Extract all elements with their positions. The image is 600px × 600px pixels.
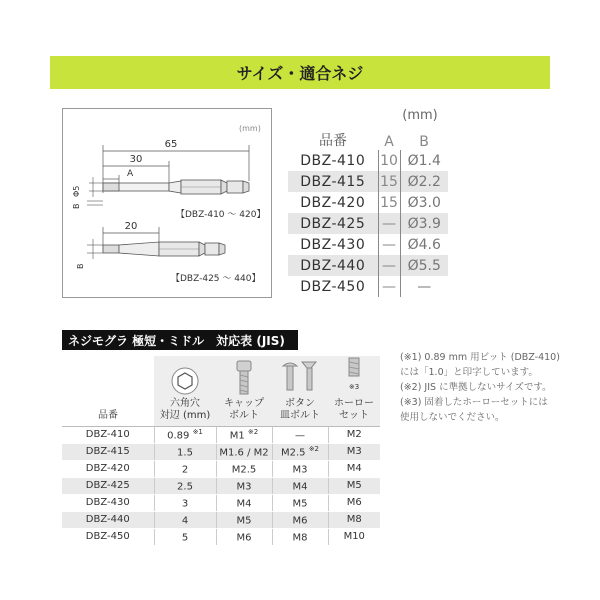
compat-header-button-line1: ボタン bbox=[285, 397, 315, 409]
spec-name: DBZ-415 bbox=[288, 171, 378, 192]
compat-name: DBZ-425 bbox=[62, 477, 154, 494]
note-1b: には「1.0」と印字しています。 bbox=[400, 367, 538, 378]
dim-30: 30 bbox=[129, 154, 143, 165]
diagram-unit: (mm) bbox=[239, 124, 261, 133]
compat-header-set-note: ※3 bbox=[348, 383, 360, 392]
button-flat-bolt-icon bbox=[272, 360, 328, 398]
cap-bolt-icon bbox=[216, 360, 272, 398]
spec-row bbox=[288, 276, 448, 297]
dim-a: A bbox=[127, 169, 134, 179]
compat-hex-value: 3 bbox=[181, 498, 189, 510]
compat-hex-value: 5 bbox=[181, 532, 189, 544]
compat-set: M5 bbox=[328, 477, 380, 494]
compat-header-cap-line2: ボルト bbox=[229, 409, 259, 421]
compat-button-value: M8 bbox=[292, 532, 308, 544]
compat-hex bbox=[154, 528, 216, 545]
compat-header-hex-line1: 六角穴 bbox=[170, 397, 200, 409]
compat-header-set-line2: セット bbox=[339, 409, 369, 421]
spec-b: Ø3.9 bbox=[400, 213, 448, 234]
compat-name: DBZ-450 bbox=[62, 528, 154, 545]
compat-button-value: M2.5 bbox=[280, 447, 306, 459]
top-bit-drawing bbox=[72, 139, 265, 220]
spec-header-b: B bbox=[419, 134, 429, 150]
dim-b-bottom: B bbox=[76, 263, 85, 269]
compat-header-cap-line1: キャップ bbox=[224, 397, 264, 409]
compat-button bbox=[272, 494, 328, 511]
compat-hex bbox=[154, 426, 216, 443]
spec-row bbox=[288, 234, 448, 255]
spec-b: — bbox=[417, 278, 432, 295]
spec-row bbox=[288, 192, 448, 213]
compat-button bbox=[272, 443, 328, 460]
compat-cap-note: ※2 bbox=[247, 427, 259, 436]
spec-b: Ø5.5 bbox=[400, 255, 448, 276]
note-3b: 使用しないでください。 bbox=[400, 412, 505, 423]
compat-row bbox=[62, 477, 380, 494]
compat-name: DBZ-430 bbox=[62, 494, 154, 511]
compat-button bbox=[272, 477, 328, 494]
spec-name: DBZ-410 bbox=[300, 152, 366, 169]
compat-button-value: M3 bbox=[292, 464, 308, 476]
bottom-bit-drawing bbox=[76, 221, 260, 284]
compat-header-button-line2: 皿ボルト bbox=[280, 409, 320, 421]
compat-cap-value: M2.5 bbox=[231, 464, 257, 476]
compat-cap bbox=[216, 460, 272, 477]
compat-header-hex bbox=[154, 356, 216, 426]
compat-row bbox=[62, 494, 380, 511]
spec-b: Ø1.4 bbox=[407, 152, 441, 169]
dim-20: 20 bbox=[124, 221, 138, 232]
spec-a: 10 bbox=[378, 150, 400, 171]
compat-cap bbox=[216, 443, 272, 460]
compat-hex bbox=[154, 477, 216, 494]
compat-row bbox=[62, 426, 380, 443]
compat-cap-value: M1 bbox=[229, 430, 245, 442]
spec-row bbox=[288, 255, 448, 276]
compat-cap-value: M4 bbox=[236, 498, 252, 510]
spec-a: 15 bbox=[378, 171, 400, 192]
compat-button-value: — bbox=[295, 430, 305, 442]
dimension-diagram bbox=[62, 108, 272, 298]
spec-unit: (mm) bbox=[402, 108, 438, 123]
compat-set: M10 bbox=[328, 528, 380, 545]
compat-set: M3 bbox=[328, 443, 380, 460]
compat-cap bbox=[216, 511, 272, 528]
compat-set: M6 bbox=[328, 494, 380, 511]
spec-header-name: 品番 bbox=[319, 133, 347, 149]
bottom-caption: 【DBZ-425 ～ 440】 bbox=[171, 274, 261, 284]
dim-b-top: B bbox=[72, 203, 81, 209]
compat-cap-value: M6 bbox=[236, 532, 252, 544]
spec-row bbox=[288, 150, 448, 171]
compat-header-button bbox=[272, 356, 328, 426]
spec-table bbox=[288, 120, 448, 297]
banner-title: サイズ・適合ネジ bbox=[236, 64, 364, 83]
compat-header-name-label: 品番 bbox=[98, 409, 118, 421]
compat-set: M2 bbox=[328, 426, 380, 443]
compat-row bbox=[62, 528, 380, 545]
dim-phi5: Φ5 bbox=[72, 185, 81, 197]
compat-button-value: M6 bbox=[292, 515, 308, 527]
compat-cap bbox=[216, 528, 272, 545]
compat-button-note: ※2 bbox=[308, 444, 320, 453]
spec-b: Ø2.2 bbox=[400, 171, 448, 192]
compat-button bbox=[272, 528, 328, 545]
spec-a: 15 bbox=[378, 192, 400, 213]
dim-65: 65 bbox=[164, 139, 178, 150]
spec-name: DBZ-440 bbox=[288, 255, 378, 276]
compat-button bbox=[272, 426, 328, 443]
compat-header-row bbox=[62, 356, 380, 426]
compat-button-value: M5 bbox=[292, 498, 308, 510]
compat-hex-note: ※1 bbox=[192, 427, 203, 436]
compat-header-set-line1: ホーロー bbox=[334, 397, 374, 409]
compat-hex bbox=[154, 460, 216, 477]
compat-cap bbox=[216, 426, 272, 443]
compat-set: M4 bbox=[328, 460, 380, 477]
spec-a: — bbox=[378, 213, 400, 234]
compat-name: DBZ-410 bbox=[62, 426, 154, 443]
compat-hex-value: 2 bbox=[181, 464, 189, 476]
top-caption: 【DBZ-410 ～ 420】 bbox=[176, 210, 266, 220]
compat-button bbox=[272, 511, 328, 528]
compat-table bbox=[62, 356, 380, 546]
compat-hex-value: 4 bbox=[181, 515, 189, 527]
spec-b: Ø3.0 bbox=[407, 194, 441, 211]
compat-cap bbox=[216, 477, 272, 494]
compat-button-value: M4 bbox=[292, 481, 308, 493]
compat-title-bar bbox=[62, 330, 298, 350]
compat-hex-value: 0.89 bbox=[167, 430, 190, 442]
hex-socket-icon bbox=[154, 366, 216, 398]
note-2: (※2) JIS に準拠しないサイズです。 bbox=[400, 382, 552, 393]
compat-header-name bbox=[62, 356, 154, 426]
spec-row bbox=[288, 171, 448, 192]
compat-hex bbox=[154, 443, 216, 460]
spec-b: Ø4.6 bbox=[407, 236, 441, 253]
compat-hex-value: 1.5 bbox=[177, 447, 193, 459]
compat-cap bbox=[216, 494, 272, 511]
spec-header-a: A bbox=[384, 134, 394, 150]
spec-a: — bbox=[378, 276, 400, 297]
compat-header-cap bbox=[216, 356, 272, 426]
compat-hex bbox=[154, 494, 216, 511]
compat-name: DBZ-440 bbox=[62, 511, 154, 528]
bit-drawings bbox=[63, 109, 273, 299]
compat-hex bbox=[154, 511, 216, 528]
spec-header-row bbox=[288, 120, 448, 150]
set-screw-icon bbox=[328, 357, 380, 381]
compat-name: DBZ-420 bbox=[62, 460, 154, 477]
compat-row bbox=[62, 511, 380, 528]
compat-set: M8 bbox=[328, 511, 380, 528]
spec-name: DBZ-420 bbox=[300, 194, 366, 211]
note-1a: (※1) 0.89 mm 用ビット (DBZ-410) bbox=[400, 352, 560, 363]
compat-title: ネジモグラ 極短・ミドル 対応表 (JIS) bbox=[68, 333, 285, 348]
spec-a: — bbox=[378, 255, 400, 276]
compat-row bbox=[62, 460, 380, 477]
compat-cap-value: M5 bbox=[236, 515, 252, 527]
compat-name: DBZ-415 bbox=[62, 443, 154, 460]
section-banner bbox=[50, 56, 550, 89]
spec-a: — bbox=[378, 234, 400, 255]
spec-name: DBZ-430 bbox=[300, 236, 366, 253]
compat-cap-value: M1.6 / M2 bbox=[219, 447, 269, 459]
spec-row bbox=[288, 213, 448, 234]
compat-row bbox=[62, 443, 380, 460]
compat-header-hex-line2: 対辺 (mm) bbox=[159, 409, 211, 421]
compat-header-set bbox=[328, 356, 380, 426]
compat-hex-value: 2.5 bbox=[177, 481, 193, 493]
compat-cap-value: M3 bbox=[236, 481, 252, 493]
compat-button bbox=[272, 460, 328, 477]
spec-name: DBZ-425 bbox=[288, 213, 378, 234]
spec-name: DBZ-450 bbox=[300, 278, 366, 295]
note-3a: (※3) 固着したホーローセットには bbox=[400, 397, 548, 408]
footnotes bbox=[400, 350, 560, 425]
